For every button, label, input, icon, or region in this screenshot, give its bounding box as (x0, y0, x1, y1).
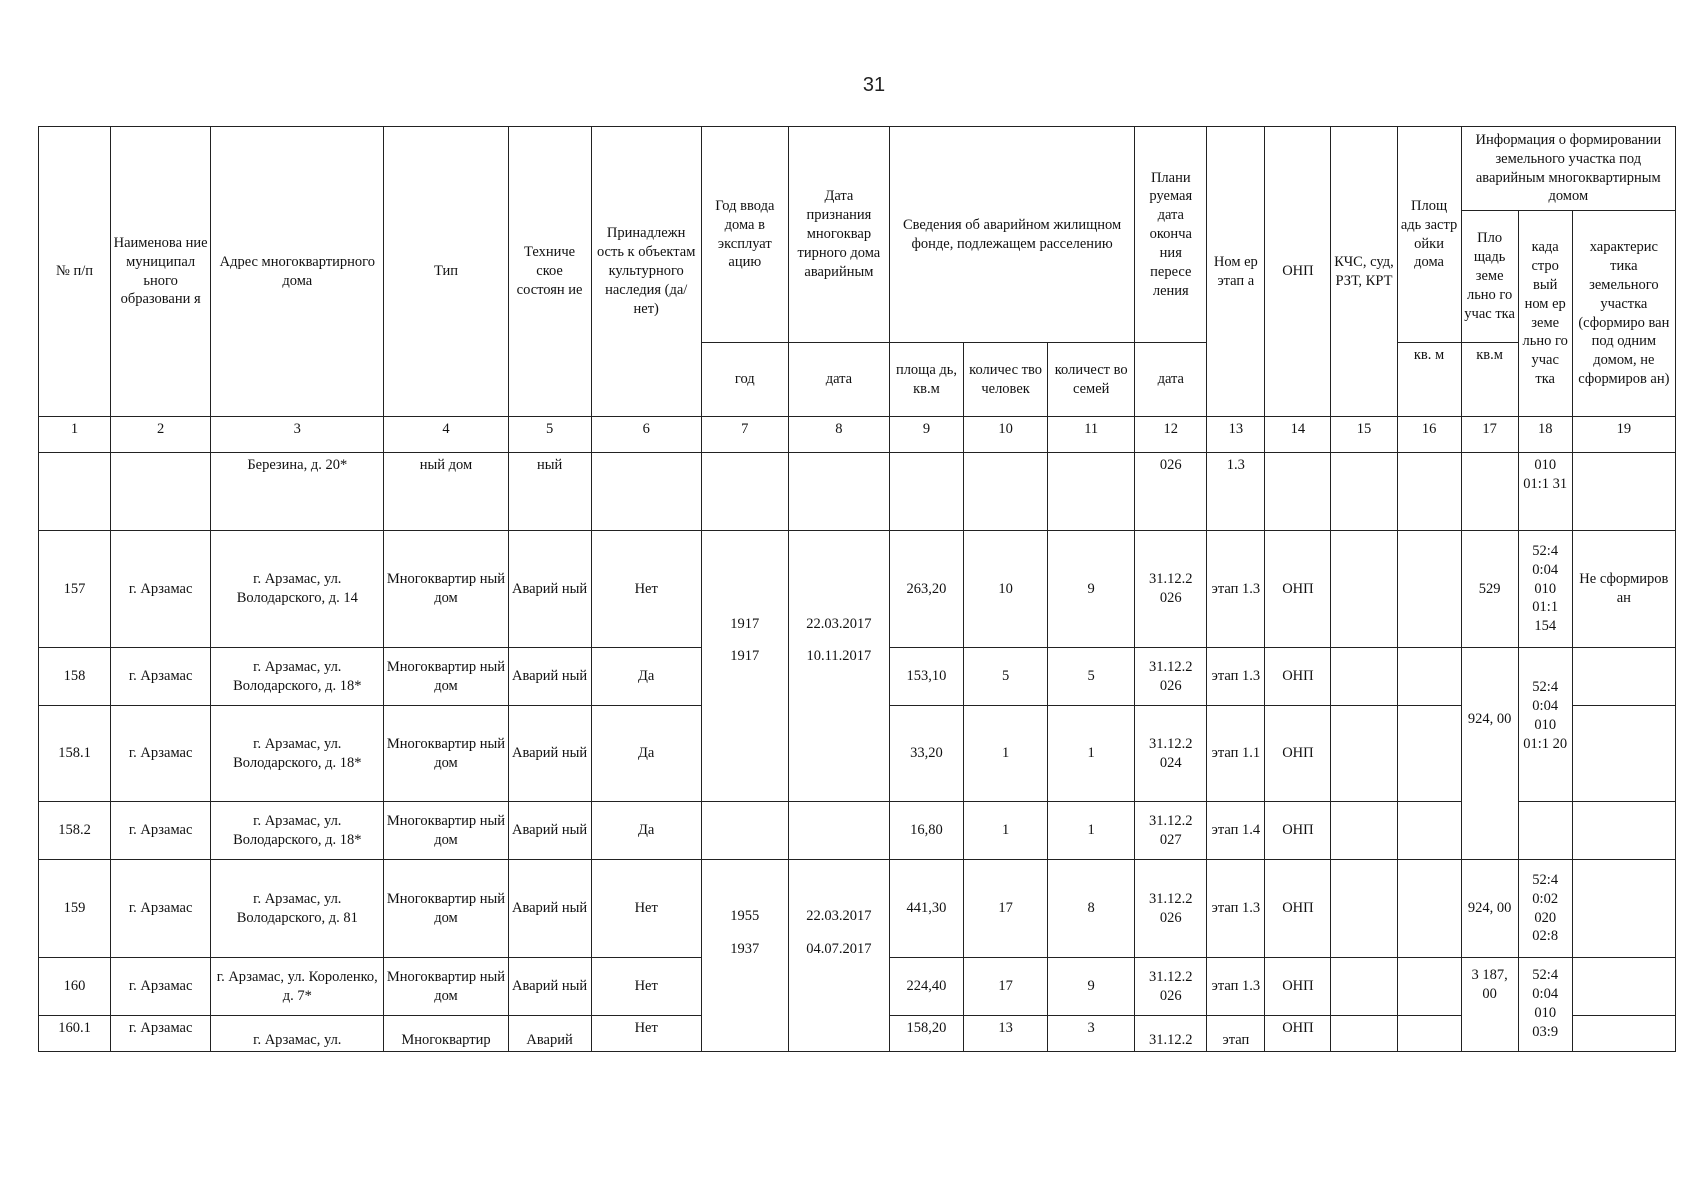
cadastral-cell: 52:4 0:04 010 01:1 154 (1518, 531, 1572, 648)
land-area-cell: 529 (1461, 531, 1518, 648)
cadastral-cell: 52:4 0:04 010 01:1 20 (1518, 648, 1572, 802)
header-num: № п/п (39, 127, 111, 417)
stage-cell: этап 1.3 (1207, 958, 1265, 1016)
column-number-row (39, 417, 1676, 453)
col-number: 6 (591, 417, 701, 453)
emergency-housing-table (38, 126, 1676, 1052)
col-number: 11 (1048, 417, 1135, 453)
header-heritage: Принадлежн ость к объектам культурного наследия (да/нет) (591, 127, 701, 417)
year-cell: 1955 1937 (701, 860, 788, 1052)
col-number: 17 (1461, 417, 1518, 453)
area-cell: 263,20 (889, 531, 963, 648)
heritage-cell: Нет (591, 860, 701, 958)
people-cell: 10 (964, 531, 1048, 648)
planned-date-cell: 31.12.2 027 (1135, 802, 1207, 860)
recognition-date-cell: 22.03.2017 04.07.2017 (788, 860, 889, 1052)
planned-date-cell: 31.12.2 026 (1135, 531, 1207, 648)
year-cell: 1917 1917 (701, 531, 788, 802)
people-cell: 13 (964, 1016, 1048, 1052)
stage-cell: этап 1.3 (1207, 860, 1265, 958)
col-number: 19 (1572, 417, 1675, 453)
row-number-cell: 160.1 (39, 1016, 111, 1052)
state-cell: Аварий ный (508, 802, 591, 860)
subheader-area: площа дь, кв.м (889, 343, 963, 417)
recognition-date-cell: 22.03.2017 10.11.2017 (788, 531, 889, 802)
families-cell: 9 (1048, 958, 1135, 1016)
row-number-cell: 159 (39, 860, 111, 958)
municipality-cell: г. Арзамас (111, 531, 211, 648)
col-number: 2 (111, 417, 211, 453)
area-cell: 158,20 (889, 1016, 963, 1052)
municipality-cell: г. Арзамас (111, 648, 211, 706)
cadastral-cell: 010 01:1 31 (1518, 453, 1572, 531)
land-area-cell: 924, 00 (1461, 860, 1518, 958)
subheader-families: количест во семей (1048, 343, 1135, 417)
address-cell: г. Арзамас, ул. Володарского, д. 81 (211, 860, 384, 958)
col-number: 3 (211, 417, 384, 453)
state-cell: Аварий ный (508, 958, 591, 1016)
people-cell: 1 (964, 802, 1048, 860)
row-number-cell: 157 (39, 531, 111, 648)
type-cell: Многоквартир (384, 1016, 508, 1052)
subheader-year: год (701, 343, 788, 417)
header-address: Адрес многоквартирного дома (211, 127, 384, 417)
families-cell: 3 (1048, 1016, 1135, 1052)
header-stage: Ном ер этап а (1207, 127, 1265, 417)
type-cell: Многоквартир ный дом (384, 860, 508, 958)
table-row (39, 531, 1676, 648)
planned-date-cell: 31.12.2 026 (1135, 648, 1207, 706)
header-year: Год ввода дома в эксплуат ацию (701, 127, 788, 343)
header-building-area: Площ адь застр ойки дома (1397, 127, 1461, 343)
address-cell: г. Арзамас, ул. Володарского, д. 18* (211, 802, 384, 860)
people-cell: 5 (964, 648, 1048, 706)
col-number: 1 (39, 417, 111, 453)
cadastral-cell: 52:4 0:04 010 03:9 (1518, 958, 1572, 1052)
municipality-cell: г. Арзамас (111, 860, 211, 958)
planned-date-cell: 31.12.2 024 (1135, 706, 1207, 802)
row-number-cell: 158 (39, 648, 111, 706)
municipality-cell: г. Арзамас (111, 706, 211, 802)
subheader-building-area-unit: кв. м (1397, 343, 1461, 417)
stage-cell: этап 1.1 (1207, 706, 1265, 802)
onp-cell: ОНП (1265, 958, 1331, 1016)
type-cell: Многоквартир ный дом (384, 531, 508, 648)
col-number: 8 (788, 417, 889, 453)
state-cell: Аварий ный (508, 648, 591, 706)
onp-cell: ОНП (1265, 802, 1331, 860)
table-row (39, 453, 1676, 531)
municipality-cell: г. Арзамас (111, 802, 211, 860)
type-cell: Многоквартир ный дом (384, 802, 508, 860)
address-cell: г. Арзамас, ул. Короленко, д. 7* (211, 958, 384, 1016)
land-area-cell: 3 187, 00 (1461, 958, 1518, 1052)
state-cell: Аварий ный (508, 706, 591, 802)
planned-date-cell: 31.12.2 (1135, 1016, 1207, 1052)
col-number: 7 (701, 417, 788, 453)
row-number-cell: 158.2 (39, 802, 111, 860)
state-cell: ный (508, 453, 591, 531)
table-row (39, 860, 1676, 958)
planned-date-cell: 31.12.2 026 (1135, 860, 1207, 958)
stage-cell: этап 1.3 (1207, 531, 1265, 648)
header-cadastral-number: када стро вый ном ер земе льно го учас тка (1518, 211, 1572, 417)
people-cell: 17 (964, 860, 1048, 958)
header-housing-info: Сведения об аварийном жилищном фонде, подлежащем расселению (889, 127, 1134, 343)
col-number: 15 (1331, 417, 1397, 453)
type-cell: ный дом (384, 453, 508, 531)
col-number: 4 (384, 417, 508, 453)
onp-cell: ОНП (1265, 706, 1331, 802)
families-cell: 1 (1048, 802, 1135, 860)
families-cell: 5 (1048, 648, 1135, 706)
cadastral-cell: 52:4 0:02 020 02:8 (1518, 860, 1572, 958)
header-type: Тип (384, 127, 508, 417)
stage-cell: этап (1207, 1016, 1265, 1052)
heritage-cell: Нет (591, 958, 701, 1016)
state-cell: Аварий ный (508, 531, 591, 648)
col-number: 9 (889, 417, 963, 453)
onp-cell: ОНП (1265, 1016, 1331, 1052)
header-kchs: КЧС, суд, РЗТ, КРТ (1331, 127, 1397, 417)
onp-cell: ОНП (1265, 860, 1331, 958)
header-onp: ОНП (1265, 127, 1331, 417)
subheader-land-area-unit: кв.м (1461, 343, 1518, 417)
people-cell: 17 (964, 958, 1048, 1016)
col-number: 5 (508, 417, 591, 453)
col-number: 14 (1265, 417, 1331, 453)
heritage-cell: Да (591, 648, 701, 706)
area-cell: 16,80 (889, 802, 963, 860)
area-cell: 224,40 (889, 958, 963, 1016)
address-cell: Березина, д. 20* (211, 453, 384, 531)
col-number: 13 (1207, 417, 1265, 453)
address-cell: г. Арзамас, ул. Володарского, д. 18* (211, 648, 384, 706)
stage-cell: этап 1.4 (1207, 802, 1265, 860)
families-cell: 8 (1048, 860, 1135, 958)
header-land-area: Пло щадь земе льно го учас тка (1461, 211, 1518, 343)
col-number: 10 (964, 417, 1048, 453)
row-number-cell: 160 (39, 958, 111, 1016)
col-number: 16 (1397, 417, 1461, 453)
header-land-characteristic: характерис тика земельного участка (сформиро ван под одним домом, не сформиров ан) (1572, 211, 1675, 417)
area-cell: 153,10 (889, 648, 963, 706)
land-area-cell: 924, 00 (1461, 648, 1518, 860)
stage-cell: 1.3 (1207, 453, 1265, 531)
col-number: 18 (1518, 417, 1572, 453)
heritage-cell: Нет (591, 531, 701, 648)
onp-cell: ОНП (1265, 648, 1331, 706)
subheader-planned-date: дата (1135, 343, 1207, 417)
land-characteristic-cell: Не сформиров ан (1572, 531, 1675, 648)
area-cell: 441,30 (889, 860, 963, 958)
header-state: Техниче ское состоян ие (508, 127, 591, 417)
header-land-info: Информация о формировании земельного участка под аварийным многоквартирным домом (1461, 127, 1675, 211)
subheader-date: дата (788, 343, 889, 417)
heritage-cell: Да (591, 706, 701, 802)
type-cell: Многоквартир ный дом (384, 958, 508, 1016)
families-cell: 9 (1048, 531, 1135, 648)
families-cell: 1 (1048, 706, 1135, 802)
table-row (39, 802, 1676, 860)
header-planned-date: Плани руемая дата оконча ния пересе ления (1135, 127, 1207, 343)
municipality-cell: г. Арзамас (111, 958, 211, 1016)
stage-cell: этап 1.3 (1207, 648, 1265, 706)
address-cell: г. Арзамас, ул. Володарского, д. 18* (211, 706, 384, 802)
area-cell: 33,20 (889, 706, 963, 802)
planned-date-cell: 31.12.2 026 (1135, 958, 1207, 1016)
address-cell: г. Арзамас, ул. (211, 1016, 384, 1052)
state-cell: Аварий ный (508, 860, 591, 958)
people-cell: 1 (964, 706, 1048, 802)
header-municipality: Наименова ние муниципал ьного образовани я (111, 127, 211, 417)
state-cell: Аварий (508, 1016, 591, 1052)
col-number: 12 (1135, 417, 1207, 453)
onp-cell: ОНП (1265, 531, 1331, 648)
heritage-cell: Нет (591, 1016, 701, 1052)
page-number: 31 (862, 74, 886, 96)
planned-date-cell: 026 (1135, 453, 1207, 531)
municipality-cell: г. Арзамас (111, 1016, 211, 1052)
type-cell: Многоквартир ный дом (384, 648, 508, 706)
address-cell: г. Арзамас, ул. Володарского, д. 14 (211, 531, 384, 648)
header-recognition-date: Дата признания многоквар тирного дома аварийным (788, 127, 889, 343)
type-cell: Многоквартир ный дом (384, 706, 508, 802)
heritage-cell: Да (591, 802, 701, 860)
row-number-cell: 158.1 (39, 706, 111, 802)
subheader-people: количес тво человек (964, 343, 1048, 417)
